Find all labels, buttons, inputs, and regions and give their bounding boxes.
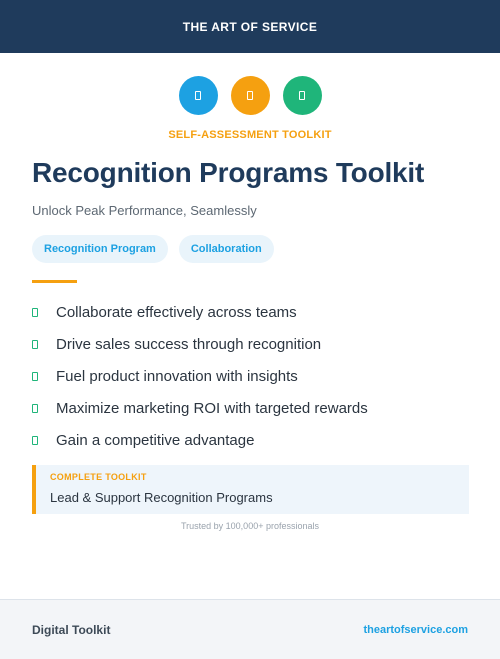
kicker-label: SELF-ASSESSMENT TOOLKIT — [168, 129, 332, 141]
tag-collaboration[interactable]: Collaboration — [179, 235, 274, 263]
feature-text: Collaborate effectively across teams — [56, 303, 297, 321]
callout-text: Lead & Support Recognition Programs — [50, 490, 273, 505]
placeholder-glyph-icon — [32, 436, 38, 445]
feature-text: Fuel product innovation with insights — [56, 367, 298, 385]
page-subtitle: Unlock Peak Performance, Seamlessly — [32, 203, 257, 218]
footer-bar — [0, 599, 500, 659]
brand-title: THE ART OF SERVICE — [182, 19, 318, 34]
website-link[interactable]: theartofservice.com — [363, 623, 468, 636]
accent-divider — [32, 280, 77, 283]
icon-circle-blue — [179, 76, 218, 115]
trust-line: Trusted by 100,000+ professionals — [180, 521, 319, 531]
placeholder-glyph-icon — [299, 91, 305, 100]
list-item — [32, 328, 368, 360]
icon-row — [0, 76, 500, 115]
callout-label: COMPLETE TOOLKIT — [50, 472, 147, 482]
feature-text: Gain a competitive advantage — [56, 431, 255, 449]
placeholder-glyph-icon — [247, 91, 253, 100]
placeholder-glyph-icon — [32, 372, 38, 381]
page-title: Recognition Programs Toolkit — [32, 157, 425, 188]
placeholder-glyph-icon — [195, 91, 201, 100]
list-item — [32, 392, 368, 424]
header-bar — [0, 0, 500, 53]
placeholder-glyph-icon — [32, 340, 38, 349]
list-item — [32, 424, 368, 456]
placeholder-glyph-icon — [32, 308, 38, 317]
feature-text: Drive sales success through recognition — [56, 335, 322, 353]
placeholder-glyph-icon — [32, 404, 38, 413]
icon-circle-orange — [231, 76, 270, 115]
icon-circle-green — [283, 76, 322, 115]
list-item — [32, 360, 368, 392]
list-item — [32, 296, 368, 328]
feature-text: Maximize marketing ROI with targeted rewards — [56, 399, 368, 417]
complete-toolkit-callout — [32, 465, 469, 514]
footer-label: Digital Toolkit — [32, 622, 111, 637]
feature-list — [32, 296, 368, 456]
tag-list — [32, 235, 274, 263]
tag-recognition-program[interactable]: Recognition Program — [32, 235, 168, 263]
